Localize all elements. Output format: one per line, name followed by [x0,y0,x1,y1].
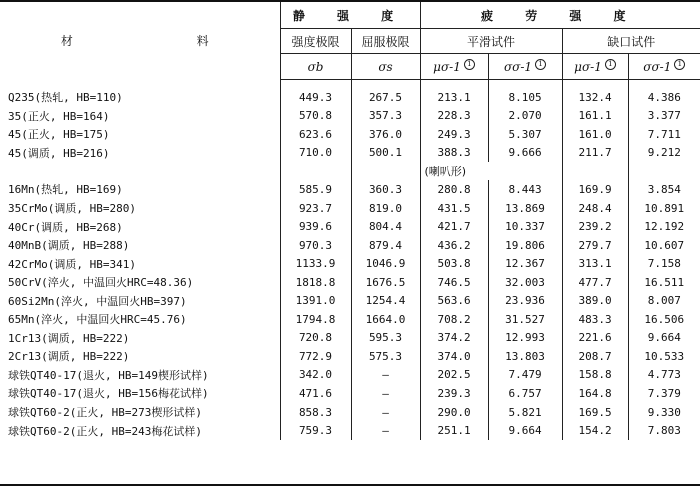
yield-limit-header: 屈服极限 [351,29,420,54]
cell-sg1: 32.003 [488,273,562,292]
cell-sb: 1794.8 [280,310,351,329]
cell-sg1: 9.664 [488,421,562,440]
cell-sg1: 23.936 [488,291,562,310]
cell-mu1: 708.2 [420,310,488,329]
material-name: 16Mn(热轧, HB=169) [8,183,123,197]
material-name: 球铁QT40-17(退火, HB=149楔形试样) [8,368,209,382]
cell-mu2: 154.2 [562,421,628,440]
cell-ss: 804.4 [351,217,420,236]
cell-sg1: 8.105 [488,88,562,107]
sigma-s-symbol: σs [351,54,420,80]
table-row [0,403,700,422]
cell-sg2: 4.773 [628,366,700,385]
table-row [0,199,700,218]
material-name: 35CrMo(调质, HB=280) [8,202,136,215]
cell-mu1: 431.5 [420,199,488,218]
cell-mu2: 132.4 [562,88,628,107]
cell-mu2: 208.7 [562,347,628,366]
cell-sg1: 5.307 [488,125,562,144]
cell-mu2: 164.8 [562,384,628,403]
mu-smooth-symbol: μσ-1 1 [420,54,488,80]
cell-sb: 923.7 [280,199,351,218]
footnote-mark: 1 [535,59,546,70]
cell-mu2: 279.7 [562,236,628,255]
cell-sg1: 31.527 [488,310,562,329]
cell-sg2: 4.386 [628,88,700,107]
cell-sg2: 8.007 [628,291,700,310]
spacer-row [0,80,700,89]
cell-mu1: 746.5 [420,273,488,292]
material-name: 45(调质, HB=216) [8,146,110,160]
cell-mu2: 158.8 [562,366,628,385]
footnote-mark: 1 [464,59,475,70]
cell-sb: 1818.8 [280,273,351,292]
cell-mu2: 313.1 [562,254,628,273]
table-row [0,217,700,236]
cell-mu2: 483.3 [562,310,628,329]
cell-sg2: 10.533 [628,347,700,366]
material-name: 球铁QT40-17(退火, HB=156梅花试样) [8,387,209,401]
material-name: 42CrMo(调质, HB=341) [8,257,136,271]
material-name: 60Si2Mn(淬火, 中温回火HB=397) [8,294,187,308]
cell-sb: 858.3 [280,403,351,422]
cell-sg2: 7.711 [628,125,700,144]
cell-mu1: 280.8 [420,180,488,199]
sigma-b-symbol: σb [280,54,351,80]
table-row [0,329,700,348]
cell-sg2: 12.192 [628,217,700,236]
cell-sg2: 16.511 [628,273,700,292]
cell-ss: 879.4 [351,236,420,255]
material-name: 50CrV(淬火, 中温回火HRC=48.36) [8,276,194,290]
cell-sg2: 3.377 [628,107,700,126]
cell-sg1: 5.821 [488,403,562,422]
cell-mu1: 213.1 [420,88,488,107]
cell-ss: 595.3 [351,329,420,348]
table-row [0,310,700,329]
cell-mu1: 503.8 [420,254,488,273]
cell-sg2: 7.158 [628,254,700,273]
material-name: 球铁QT60-2(正火, HB=243梅花试样) [8,424,202,438]
cell-ss: 500.1 [351,144,420,163]
cell-sb: 585.9 [280,180,351,199]
cell-mu1: 239.3 [420,384,488,403]
cell-mu1: 290.0 [420,403,488,422]
cell-sb: 570.8 [280,107,351,126]
cell-ss: — [351,384,420,403]
cell-mu2: 169.5 [562,403,628,422]
cell-mu2: 248.4 [562,199,628,218]
material-name: 45(正火, HB=175) [8,128,110,142]
sigma-notched-symbol: σσ-1 1 [628,54,700,80]
cell-ss: 575.3 [351,347,420,366]
cell-mu1: 251.1 [420,421,488,440]
cell-sb: 759.3 [280,421,351,440]
cell-mu2: 211.7 [562,144,628,163]
cell-ss: 267.5 [351,88,420,107]
cell-ss: 1676.5 [351,273,420,292]
cell-ss: 819.0 [351,199,420,218]
cell-ss: 360.3 [351,180,420,199]
cell-sg2: 3.854 [628,180,700,199]
cell-sg2: 7.803 [628,421,700,440]
cell-sg2: 9.664 [628,329,700,348]
cell-mu2: 161.0 [562,125,628,144]
cell-sg1: 8.443 [488,180,562,199]
table-row [0,180,700,199]
cell-mu2: 477.7 [562,273,628,292]
table-row [0,384,700,403]
cell-sg1: 6.757 [488,384,562,403]
cell-mu2: 161.1 [562,107,628,126]
cell-sg1: 13.803 [488,347,562,366]
note-text: (喇叭形) [420,162,562,180]
cell-sg2: 16.506 [628,310,700,329]
cell-sg1: 9.666 [488,144,562,163]
cell-sb: 720.8 [280,329,351,348]
cell-sg1: 19.806 [488,236,562,255]
material-name: 球铁QT60-2(正火, HB=273楔形试样) [8,406,202,420]
cell-ss: 357.3 [351,107,420,126]
material-column-header: 材 料 [0,1,280,80]
footnote-mark: 1 [674,59,685,70]
cell-mu1: 374.0 [420,347,488,366]
cell-sg1: 7.479 [488,366,562,385]
table-row [0,291,700,310]
table-row [0,125,700,144]
note-row [0,162,700,180]
material-name: 40MnB(调质, HB=288) [8,239,130,253]
cell-sb: 772.9 [280,347,351,366]
table-row [0,88,700,107]
cell-sg2: 10.607 [628,236,700,255]
table-row [0,347,700,366]
cell-ss: 1254.4 [351,291,420,310]
cell-sb: 710.0 [280,144,351,163]
material-name: 65Mn(淬火, 中温回火HRC=45.76) [8,313,187,327]
cell-mu1: 374.2 [420,329,488,348]
footnote-mark: 1 [605,59,616,70]
table-row [0,254,700,273]
cell-sg2: 9.330 [628,403,700,422]
cell-ss: 376.0 [351,125,420,144]
cell-sb: 342.0 [280,366,351,385]
table-row [0,236,700,255]
cell-sb: 1391.0 [280,291,351,310]
cell-sb: 1133.9 [280,254,351,273]
cell-mu1: 421.7 [420,217,488,236]
table-row [0,366,700,385]
cell-ss: 1046.9 [351,254,420,273]
static-strength-header: 静 强 度 [280,1,420,29]
material-name: 2Cr13(调质, HB=222) [8,350,130,364]
table-row [0,144,700,163]
cell-sg1: 10.337 [488,217,562,236]
cell-sg1: 2.070 [488,107,562,126]
cell-sg2: 7.379 [628,384,700,403]
mu-notched-symbol: μσ-1 1 [562,54,628,80]
cell-sb: 939.6 [280,217,351,236]
cell-mu1: 228.3 [420,107,488,126]
cell-mu2: 389.0 [562,291,628,310]
cell-sg1: 13.869 [488,199,562,218]
smooth-specimen-header: 平滑试件 [420,29,562,54]
cell-ss: — [351,421,420,440]
cell-sb: 471.6 [280,384,351,403]
sigma-smooth-symbol: σσ-1 1 [488,54,562,80]
table-row [0,107,700,126]
material-name: Q235(热轧, HB=110) [8,91,123,105]
material-name: 1Cr13(调质, HB=222) [8,331,130,345]
cell-mu2: 239.2 [562,217,628,236]
table-row [0,421,700,440]
cell-ss: 1664.0 [351,310,420,329]
cell-mu1: 202.5 [420,366,488,385]
cell-sb: 449.3 [280,88,351,107]
cell-mu2: 221.6 [562,329,628,348]
cell-mu1: 388.3 [420,144,488,163]
cell-ss: — [351,403,420,422]
cell-sg1: 12.993 [488,329,562,348]
cell-mu2: 169.9 [562,180,628,199]
cell-sg2: 10.891 [628,199,700,218]
cell-ss: — [351,366,420,385]
cell-sg1: 12.367 [488,254,562,273]
cell-sb: 623.6 [280,125,351,144]
fatigue-strength-header: 疲 劳 强 度 [420,1,700,29]
notched-specimen-header: 缺口试件 [562,29,700,54]
material-name: 35(正火, HB=164) [8,109,110,123]
material-name: 40Cr(调质, HB=268) [8,220,123,234]
cell-mu1: 563.6 [420,291,488,310]
cell-sg2: 9.212 [628,144,700,163]
tensile-limit-header: 强度极限 [280,29,351,54]
table-row [0,273,700,292]
cell-mu1: 249.3 [420,125,488,144]
cell-sb: 970.3 [280,236,351,255]
cell-mu1: 436.2 [420,236,488,255]
